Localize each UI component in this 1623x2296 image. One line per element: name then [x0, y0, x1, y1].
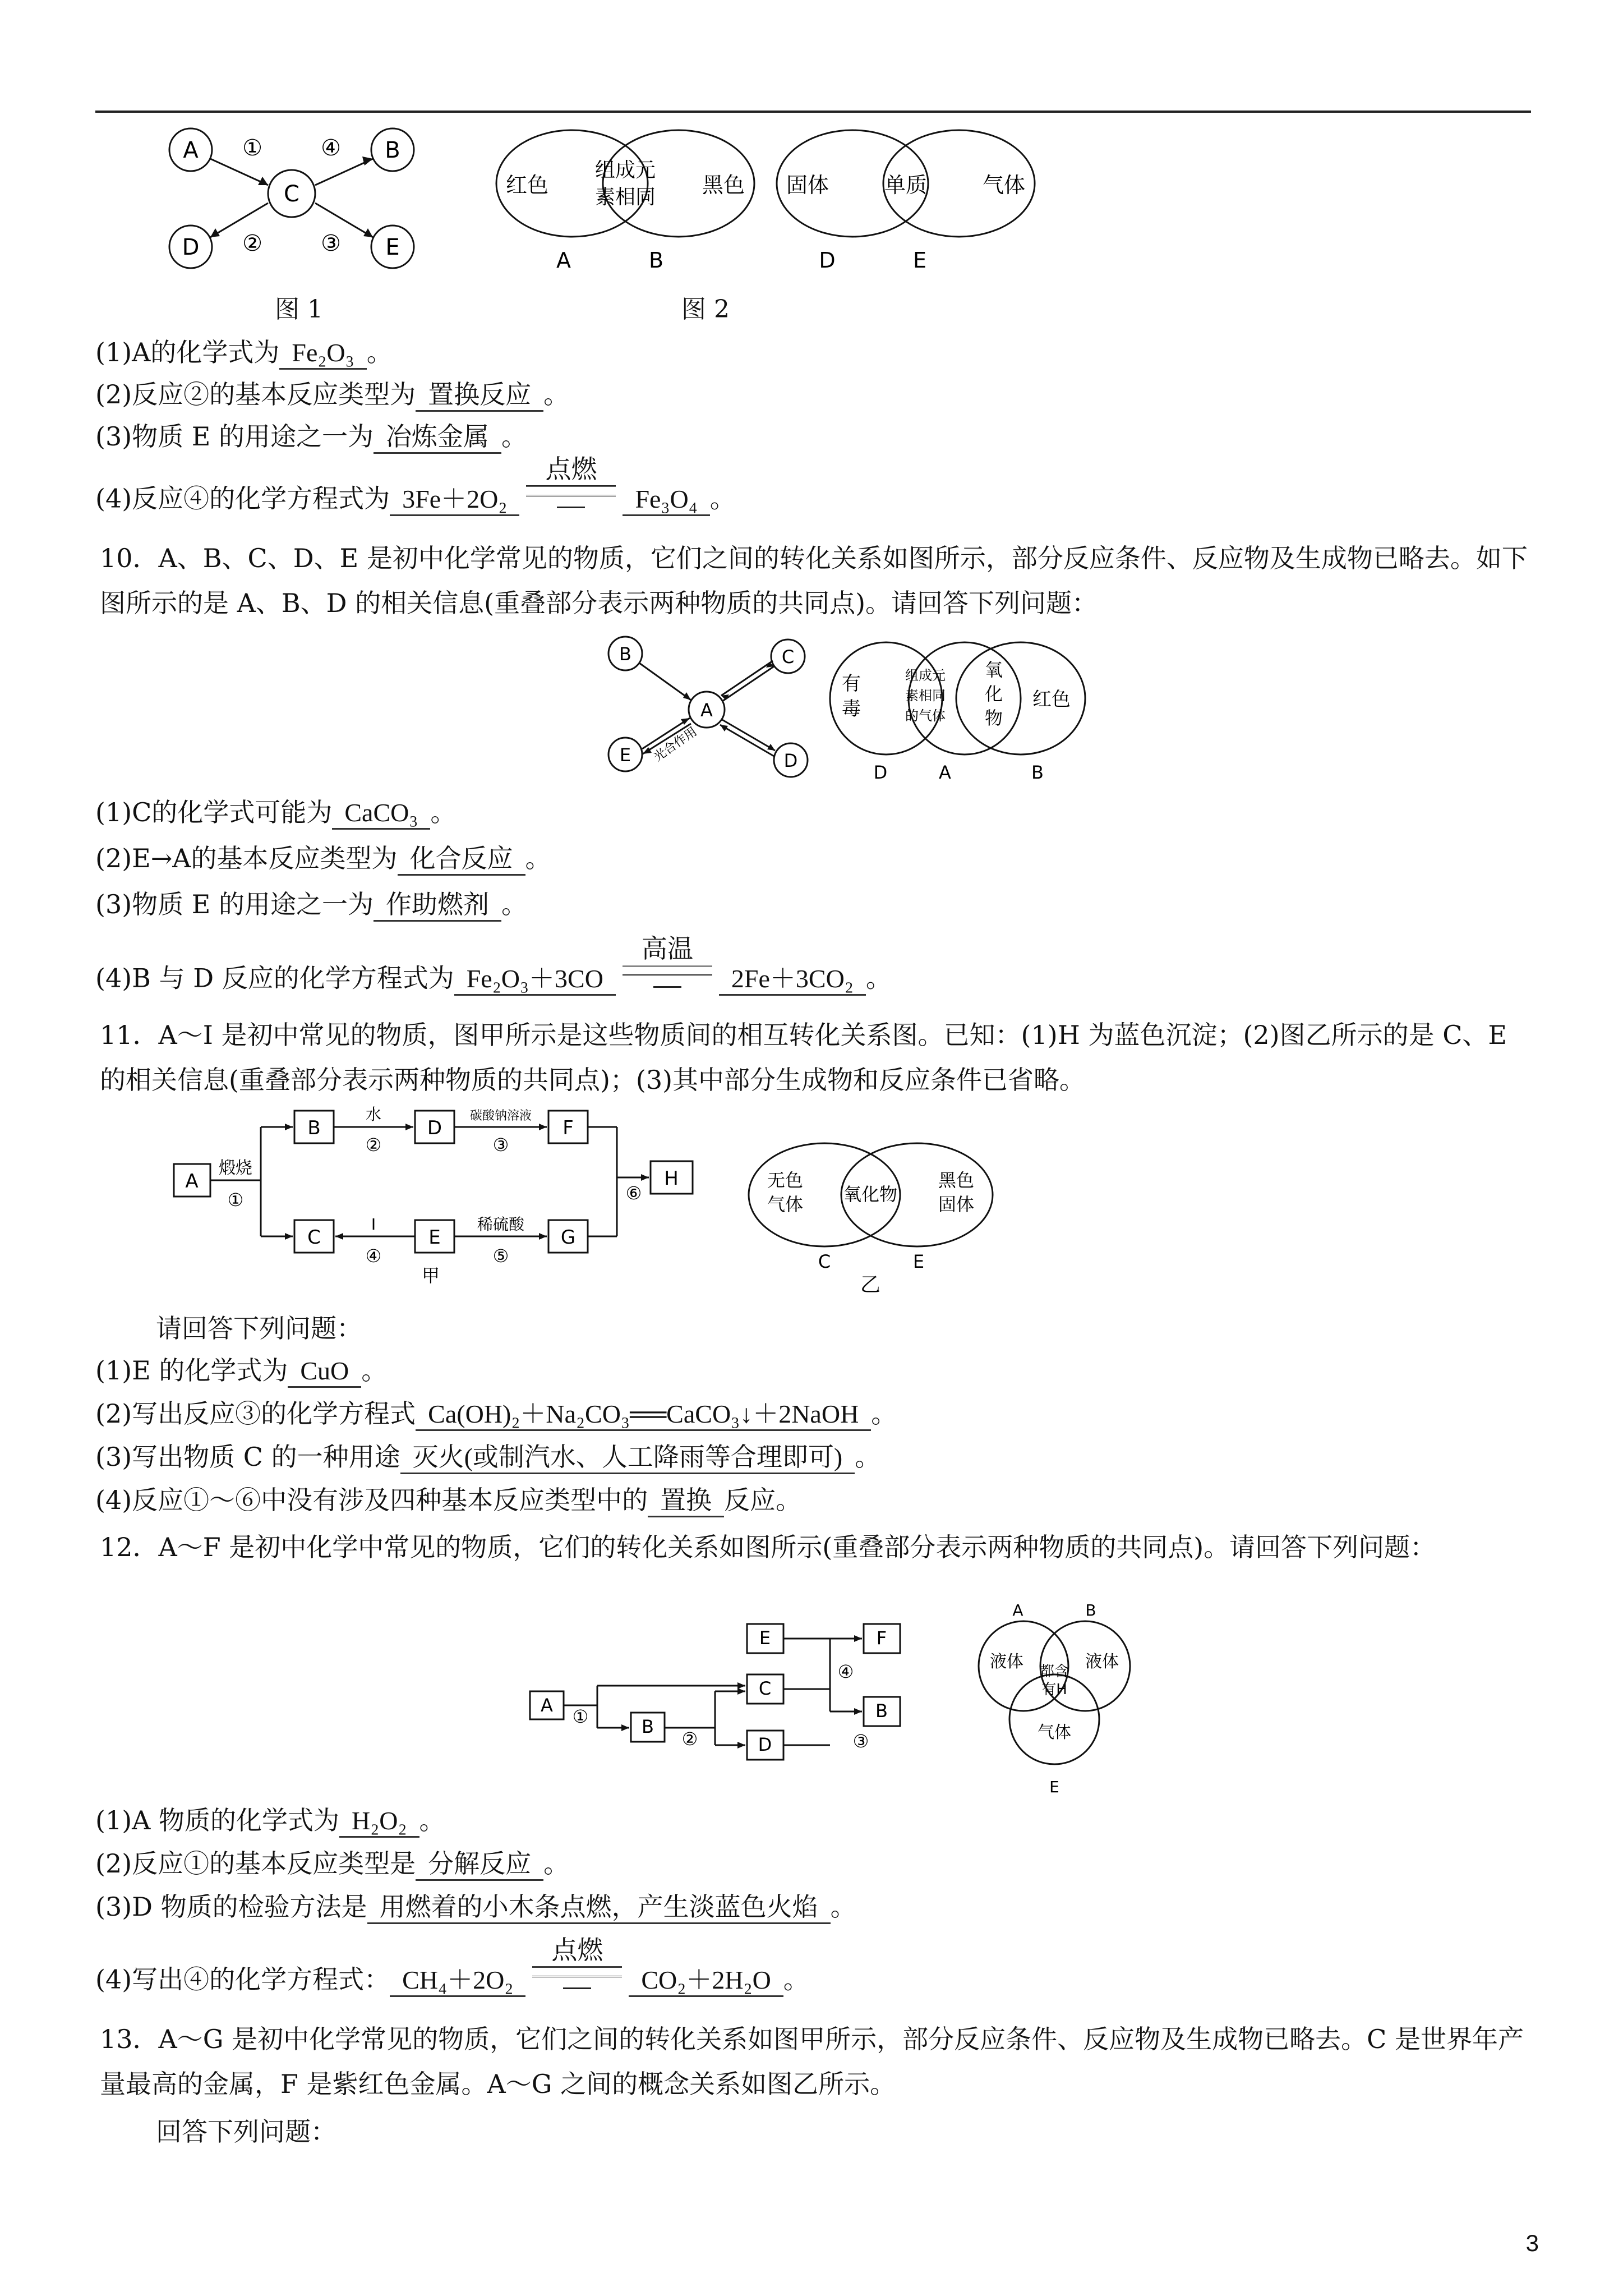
fig1-mark-2: ② — [242, 231, 262, 256]
q10-node-d: D — [783, 750, 798, 771]
q9-answer-3: 冶炼金属 — [374, 422, 501, 454]
q10-node-a: A — [700, 700, 713, 721]
q11-yi-solid: 固体 — [938, 1194, 975, 1215]
q10-node-c: C — [781, 646, 795, 668]
q11-caption-jia: 甲 — [421, 1265, 440, 1285]
fig2-element: 单质 — [884, 173, 928, 197]
q10-venn-oxide-3: 物 — [984, 707, 1003, 729]
fig1-mark-1: ① — [242, 135, 262, 161]
q11-line-1: (1)E 的化学式为 CuO 。 — [95, 1354, 1542, 1388]
q10-answer-3: 作助燃剂 — [374, 890, 501, 922]
q11-caption-yi: 乙 — [860, 1273, 881, 1296]
q9-line-1: (1)A的化学式为 Fe₂O₃ 。 — [95, 335, 1542, 370]
q11-answer-4: 置换 — [648, 1485, 724, 1517]
q11-step-3: ③ — [492, 1134, 509, 1156]
q12-equation-lhs: CH₄＋2O₂ — [390, 1965, 525, 1997]
fig2-solid: 固体 — [786, 173, 829, 197]
q11-water: 水 — [365, 1105, 382, 1124]
q11-step-1: ① — [227, 1189, 244, 1211]
q11-figure-yi — [740, 1139, 1021, 1296]
q10-venn-label-a: A — [939, 762, 951, 783]
q11-box-h: H — [664, 1167, 679, 1190]
q11-line-3: (3)写出物质 C 的一种用途 灭火(或制汽水、人工降雨等合理即可) 。 — [95, 1440, 1542, 1474]
q10-node-e: E — [619, 744, 631, 766]
q11-box-a: A — [185, 1170, 199, 1193]
q12-step-2: ② — [681, 1728, 698, 1750]
fig2-red: 红色 — [505, 173, 549, 197]
q10-intro: 10．A、B、C、D、E 是初中化学常见的物质，它们之间的转化关系如图所示，部分反应条件、反应物及生成物已略去。如下图所示的是 A、B、D 的相关信息(重叠部分表示两种物质的共同点)。请回答下列问题： — [100, 543, 1528, 618]
q10-equation-lhs: Fe₂O₃＋3CO — [454, 964, 616, 996]
fig1-node-d: D — [182, 234, 200, 260]
q10-equation-condition: 高温 — [623, 935, 712, 988]
q9-line-3: (3)物质 E 的用途之一为 冶炼金属 。 — [95, 420, 1542, 454]
q11-yi-label-e: E — [912, 1251, 925, 1272]
q11-dilute-acid: 稀硫酸 — [477, 1215, 525, 1234]
q13-intro: 13．A～G 是初中化学常见的物质，它们之间的转化关系如图甲所示，部分反应条件、反应物及生成物已略去。C 是世界年产量最高的金属，F 是紫红色金属。A～G 之间的概念关系如图乙所示。 — [100, 2024, 1524, 2099]
q11-calcine: 煅烧 — [219, 1158, 252, 1178]
fig2-label-e: E — [912, 248, 927, 273]
fig1-node-b: B — [385, 137, 400, 163]
q11-ask: 请回答下列问题： — [156, 1313, 362, 1343]
q12-venn — [953, 1604, 1155, 1801]
q12-equation-rhs: CO₂＋2H₂O — [629, 1965, 783, 1997]
q10-venn-label-b: B — [1031, 762, 1044, 783]
q11-answer-2: Ca(OH)₂＋Na₂CO₃══CaCO₃↓＋2NaOH — [416, 1399, 871, 1431]
page-number: 3 — [1525, 2230, 1539, 2256]
q10-venn-mid-2: 素相同 — [905, 688, 946, 703]
fig1-node-e: E — [385, 234, 400, 260]
q10-venn-oxide-2: 化 — [984, 683, 1003, 705]
fig2-caption: 图 2 — [681, 295, 730, 324]
q11-box-b: B — [307, 1117, 321, 1139]
q12-box-b-right: B — [875, 1700, 888, 1722]
q10-venn-mid-1: 组成元 — [905, 668, 946, 683]
q11-answer-1: CuO — [288, 1356, 361, 1388]
q12-answer-2: 分解反应 — [416, 1849, 543, 1881]
q11-box-d: D — [427, 1117, 442, 1139]
q9-equation-condition: 点燃 — [526, 455, 616, 508]
q11-sodium-carbonate: 碳酸钠溶液 — [469, 1109, 532, 1123]
q10-venn-toxic-1: 有 — [842, 673, 861, 695]
q11-box-g: G — [560, 1226, 576, 1249]
q11-yi-black: 黑色 — [938, 1170, 975, 1191]
q11-line-2: (2)写出反应③的化学方程式 Ca(OH)₂＋Na₂CO₃══CaCO₃↓＋2NaOH 。 — [95, 1397, 1542, 1431]
q10-line-3: (3)物质 E 的用途之一为 作助燃剂 。 — [95, 887, 1542, 922]
fig1-mark-4: ④ — [321, 135, 341, 161]
fig2-label-a: A — [556, 248, 571, 273]
fig2-black: 黑色 — [702, 173, 745, 197]
header-rule — [95, 111, 1531, 113]
q11-yi-gas: 气体 — [767, 1194, 804, 1215]
fig2-mid-1: 组成元 — [594, 159, 656, 182]
fig1-caption: 图 1 — [275, 295, 323, 324]
q11-yi-colorless: 无色 — [767, 1170, 804, 1191]
q12-step-1: ① — [572, 1706, 589, 1727]
q11-step-5: ⑤ — [492, 1245, 509, 1267]
q12-line-1: (1)A 物质的化学式为 H₂O₂ 。 — [95, 1803, 1542, 1838]
q12-box-e: E — [759, 1627, 771, 1649]
q10-venn-label-d: D — [873, 762, 888, 783]
q12-figure — [527, 1613, 965, 1775]
q11-intro: 11．A～I 是初中常见的物质，图甲所示是这些物质间的相互转化关系图。已知：(1)H 为蓝色沉淀；(2)图乙所示的是 C、E 的相关信息(重叠部分表示两种物质的共同点)；(3)其中部分生成物和反应条件已省略。 — [100, 1020, 1507, 1095]
q12-box-b: B — [642, 1716, 654, 1737]
q10-answer-1: CaCO₃ — [332, 798, 430, 830]
q12-step-4: ④ — [837, 1661, 854, 1682]
q9-equation-rhs: Fe₃O₄ — [623, 484, 709, 516]
q11-yi-label-c: C — [818, 1251, 831, 1272]
q9-equation-lhs: 3Fe＋2O₂ — [390, 484, 519, 516]
q12-box-f: F — [876, 1627, 887, 1649]
q12-line-3: (3)D 物质的检验方法是 用燃着的小木条点燃，产生淡蓝色火焰 。 — [95, 1890, 1542, 1924]
q11-reagent-i: I — [371, 1215, 376, 1234]
q10-venn-oxide-1: 氧 — [984, 659, 1003, 680]
q12-venn-label-a: A — [1012, 1604, 1023, 1619]
q12-venn-liquid-r: 液体 — [1085, 1652, 1119, 1672]
q12-venn-label-b: B — [1085, 1604, 1096, 1619]
q11-line-4: (4)反应①～⑥中没有涉及四种基本反应类型中的 置换 反应。 — [95, 1483, 1542, 1517]
fig2-mid-2: 素相同 — [594, 186, 656, 209]
q12-intro: 12．A～F 是初中化学中常见的物质，它们的转化关系如图所示(重叠部分表示两种物质的共同点)。请回答下列问题： — [100, 1532, 1436, 1562]
q12-answer-3: 用燃着的小木条点燃，产生淡蓝色火焰 — [367, 1892, 831, 1924]
q9-line-2: (2)反应②的基本反应类型为 置换反应 。 — [95, 378, 1542, 412]
q12-box-c: C — [758, 1678, 772, 1699]
q13-ask: 回答下列问题： — [156, 2116, 336, 2147]
q11-box-f: F — [562, 1117, 574, 1139]
q10-node-b: B — [619, 643, 631, 665]
q10-answer-2: 化合反应 — [398, 844, 525, 876]
q12-line-4: (4)写出④的化学方程式： CH₄＋2O₂ 点燃 CO₂＋2H₂O 。 — [95, 1955, 1542, 2008]
q10-line-1: (1)C的化学式可能为 CaCO₃ 。 — [95, 795, 1542, 830]
q11-yi-oxide: 氧化物 — [843, 1184, 898, 1205]
figure-1 — [151, 121, 443, 278]
q9-line-4: (4)反应④的化学方程式为 3Fe＋2O₂ 点燃 Fe₃O₄ 。 — [95, 474, 1542, 527]
q9-answer-2: 置换反应 — [416, 380, 543, 412]
q11-step-2: ② — [365, 1134, 382, 1156]
q12-box-a: A — [541, 1695, 553, 1716]
q12-equation-condition: 点燃 — [532, 1936, 622, 1989]
q10-figure — [594, 634, 1099, 785]
q12-venn-mid-2: 有H — [1041, 1681, 1067, 1698]
q10-photosynthesis: 光合作用 — [651, 724, 700, 765]
q12-box-d: D — [758, 1734, 772, 1755]
fig1-node-a: A — [183, 137, 199, 163]
q11-step-4: ④ — [365, 1245, 382, 1267]
q12-venn-gas: 气体 — [1038, 1723, 1071, 1742]
q11-answer-3: 灭火(或制汽水、人工降雨等合理即可) — [400, 1442, 855, 1474]
fig2-gas: 气体 — [982, 173, 1026, 197]
fig1-node-c: C — [284, 181, 299, 207]
fig2-label-d: D — [819, 248, 836, 273]
q10-line-2: (2)E→A的基本反应类型为 化合反应 。 — [95, 841, 1542, 876]
fig2-label-b: B — [648, 248, 664, 273]
fig1-mark-3: ③ — [321, 231, 341, 256]
q12-answer-1: H₂O₂ — [339, 1806, 419, 1838]
q12-venn-liquid-l: 液体 — [990, 1652, 1023, 1672]
q10-venn-toxic-2: 毒 — [842, 698, 861, 720]
q12-line-2: (2)反应①的基本反应类型是 分解反应 。 — [95, 1847, 1542, 1881]
q12-venn-label-e: E — [1049, 1778, 1059, 1796]
q11-box-c: C — [307, 1226, 321, 1249]
q10-line-4: (4)B 与 D 反应的化学方程式为 Fe₂O₃＋3CO 高温 2Fe＋3CO₂ 。 — [95, 954, 1542, 1007]
q12-step-3: ③ — [852, 1731, 869, 1752]
q9-answer-1: Fe₂O₃ — [279, 338, 366, 370]
figure-2 — [488, 121, 1066, 283]
q10-venn-red: 红色 — [1032, 688, 1071, 711]
q10-equation-rhs: 2Fe＋3CO₂ — [719, 964, 866, 996]
q11-box-e: E — [428, 1226, 441, 1249]
q12-venn-mid-1: 都含 — [1039, 1663, 1069, 1680]
q10-venn-mid-3: 的气体 — [905, 708, 946, 724]
q11-step-6: ⑥ — [625, 1182, 642, 1204]
q11-figure-jia — [168, 1099, 718, 1285]
